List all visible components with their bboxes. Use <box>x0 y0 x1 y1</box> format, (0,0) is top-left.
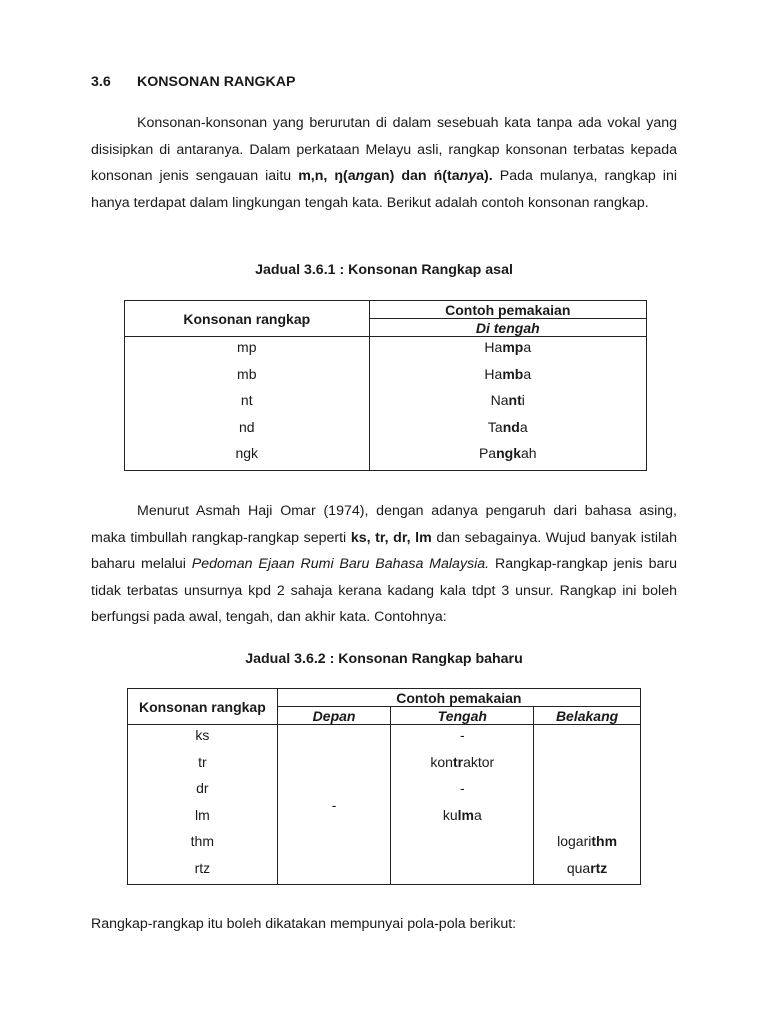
word-part: Na <box>490 392 509 408</box>
closing-sentence: Rangkap-rangkap itu boleh dikatakan mempunyai pola-pola berikut: <box>91 916 517 932</box>
word-part: ah <box>520 445 537 461</box>
table2-end-column <box>534 725 641 885</box>
table2-header-middle: Tengah <box>391 707 534 725</box>
table1-caption: Jadual 3.6.1 : Konsonan Rangkap asal <box>255 262 513 278</box>
table-konsonan-rangkap-asal <box>124 300 647 471</box>
table-cell <box>391 778 533 805</box>
table2-front-column <box>277 725 391 885</box>
table1-consonant-column <box>125 337 370 471</box>
paragraph-intro <box>91 110 677 216</box>
table2-consonant-column <box>128 725 278 885</box>
paragraph-intro-bold: an) dan ń(ta <box>373 168 460 184</box>
paragraph-text: dan sebagainya. Wujud banyak istilah baharu melalui <box>91 529 677 572</box>
table-cell: ks <box>195 727 210 743</box>
section-title: KONSONAN RANGKAP <box>137 74 296 90</box>
table-cell <box>534 725 640 752</box>
paragraph-text: Menurut Asmah Haji Omar (1974), dengan adanya pengaruh dari bahasa asing, maka timbullah rangkap-rangkap seperti <box>91 503 677 546</box>
paragraph-intro-bold: a). <box>476 168 493 184</box>
paragraph-bold: ks, tr, dr, lm <box>350 529 432 546</box>
table-cell <box>370 417 646 444</box>
table-cell: rtz <box>194 859 211 876</box>
word-part: kon <box>430 753 453 770</box>
word-cluster: mp <box>502 339 524 355</box>
word-part: - <box>459 780 465 796</box>
table-cell: dr <box>196 780 209 796</box>
table1-header-middle: Di tengah <box>369 319 646 337</box>
table-cell: mp <box>237 339 257 355</box>
table-cell <box>391 725 533 752</box>
table2-header-example: Contoh pemakaian <box>277 689 640 707</box>
table-cell <box>391 831 533 858</box>
table-cell <box>534 778 640 805</box>
section-number: 3.6 <box>91 74 111 90</box>
word-part: a <box>519 418 528 435</box>
word-cluster: tr <box>452 753 464 770</box>
word-part: a <box>523 365 532 382</box>
section-heading <box>91 74 295 90</box>
word-cluster: thm <box>591 833 618 849</box>
table2-header-end: Belakang <box>534 707 641 725</box>
table-cell: thm <box>190 833 215 849</box>
table-cell <box>391 858 533 885</box>
table-cell: tr <box>198 753 207 770</box>
paragraph-new-clusters <box>91 498 677 631</box>
table1-header-example: Contoh pemakaian <box>369 301 646 319</box>
word-part: - <box>459 727 465 743</box>
word-part: Ta <box>487 418 503 435</box>
table-cell <box>370 390 646 417</box>
table-cell: lm <box>194 806 210 823</box>
table-cell <box>534 831 640 858</box>
table-cell <box>534 805 640 832</box>
table-cell <box>370 337 646 364</box>
table1-header-consonant: Konsonan rangkap <box>125 301 370 337</box>
paragraph-italic: Pedoman Ejaan Rumi Baru Bahasa Malaysia. <box>191 556 490 572</box>
table-cell: - <box>331 796 337 813</box>
table-cell <box>391 752 533 779</box>
table-cell <box>370 364 646 391</box>
word-part: logari <box>557 833 592 849</box>
table-cell: nt <box>240 392 253 408</box>
paragraph-intro-bold-italic: ng <box>355 168 374 184</box>
word-cluster: lm <box>457 806 474 823</box>
paragraph-intro-text: Konsonan-konsonan yang berurutan di dalam sesebuah kata tanpa ada vokal yang disisipkan di antaranya. Dalam perkataan Melayu asli, rangkap konsonan terbatas kepada konsonan jenis sengauan iaitu <box>91 115 677 184</box>
table-cell: ngk <box>235 445 259 461</box>
table2-caption: Jadual 3.6.2 : Konsonan Rangkap baharu <box>245 651 523 667</box>
table-cell: mb <box>237 365 257 382</box>
word-cluster: mb <box>502 365 524 382</box>
table-cell <box>370 443 646 470</box>
table-cell <box>534 752 640 779</box>
table-cell: nd <box>238 418 255 435</box>
word-part: Ha <box>484 339 503 355</box>
table2-header-front: Depan <box>277 707 391 725</box>
paragraph-text: Rangkap-rangkap jenis baru tidak terbatas unsurnya kpd 2 sahaja kerana kadang kala tdpt 3 unsur. Rangkap ini boleh berfungsi pada awal, tengah, dan akhir kata. Contohnya: <box>91 556 677 625</box>
word-part: Ha <box>484 365 503 382</box>
table2-header-consonant: Konsonan rangkap <box>128 689 278 725</box>
word-cluster: rtz <box>590 859 608 876</box>
word-part: ku <box>442 806 458 823</box>
word-part: Pa <box>478 445 497 461</box>
word-part: qua <box>566 859 591 876</box>
table-cell <box>391 805 533 832</box>
table-konsonan-rangkap-baharu <box>127 688 641 885</box>
table-cell <box>534 858 640 885</box>
word-part: a <box>473 806 482 823</box>
word-part: aktor <box>463 753 495 770</box>
paragraph-intro-bold: m,n, ŋ(a <box>298 168 356 184</box>
table2-middle-column <box>391 725 534 885</box>
word-part: a <box>523 339 532 355</box>
word-cluster: nt <box>508 392 522 408</box>
table1-example-column <box>369 337 646 471</box>
paragraph-intro-text: Pada mulanya, rangkap ini hanya terdapat dalam lingkungan tengah kata. Berikut adalah contoh konsonan rangkap. <box>91 168 677 211</box>
word-cluster: ngk <box>496 445 521 461</box>
word-cluster: nd <box>502 418 520 435</box>
word-part: i <box>521 392 525 408</box>
paragraph-intro-bold-italic: ny <box>459 168 477 184</box>
